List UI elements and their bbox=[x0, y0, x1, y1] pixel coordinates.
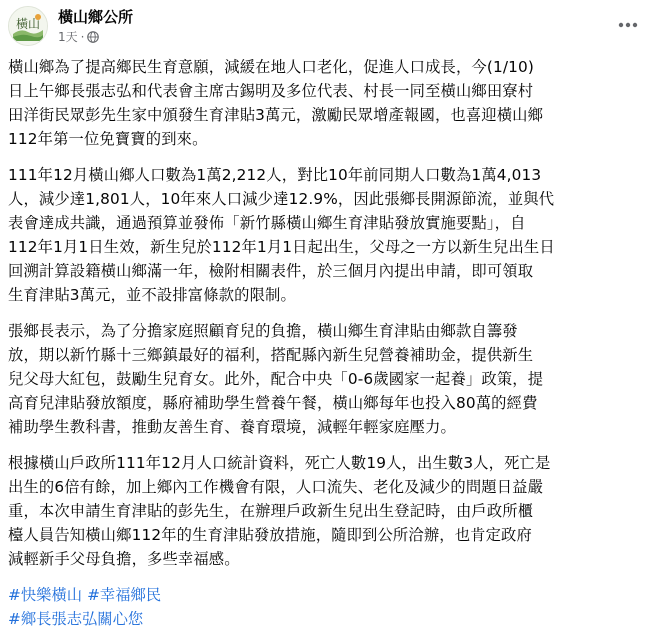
hashtag-link[interactable]: #鄉長張志弘關心您 bbox=[8, 610, 144, 628]
avatar[interactable] bbox=[8, 6, 48, 46]
township-logo-icon bbox=[9, 7, 47, 45]
post-timestamp[interactable]: 1天 bbox=[58, 30, 78, 44]
post-paragraph-2: 111年12月橫山鄉人口數為1萬2,212人，對比10年前同期人口數為1萬4,013 人，減少達1,801人，10年來人口減少達12.9%，因此張鄉長開源節流，並與代 表會達成共識，通過預算並發佈「新竹縣橫山鄉生育津貼發放實施要點」，自 112年1月1日生效，新生兒於112年1月1日起出生，父母之一方以新生兒出生日 回溯計算設籍橫山鄉滿一年，檢附相關表件，於三個月內提出申請，即可領取 生育津貼3萬元，並不設排富條款的限制。 bbox=[8, 166, 555, 304]
post-header bbox=[8, 6, 133, 50]
post-paragraph-3: 張鄉長表示，為了分擔家庭照顧育兒的負擔，橫山鄉生育津貼由鄉款自籌發 放，期以新竹縣十三鄉鎮最好的福利，搭配縣內新生兒營養補助金，提供新生 兒父母大紅包，鼓勵生兒育女。此外，配合中央「0-6歲國家一起養」政策，提 高育兒津貼發放額度，縣府補助學生營養午餐，橫山鄉每年也投入80萬的經費 補助學生教科書，推動友善生育、養育環境，減輕年輕家庭壓力。 bbox=[8, 322, 544, 436]
separator-dot: · bbox=[80, 30, 85, 44]
hashtag-link[interactable]: #快樂橫山 bbox=[8, 586, 83, 604]
more-horizontal-icon bbox=[618, 22, 638, 28]
post-body bbox=[8, 55, 646, 631]
post-meta bbox=[58, 7, 133, 45]
post-paragraph-1: 橫山鄉為了提高鄉民生育意願，減緩在地人口老化，促進人口成長，今(1/10) 日上午鄉長張志弘和代表會主席古錫明及多位代表、村長一同至橫山鄉田寮村 田洋街民眾彭先生家中頒發生育津貼3萬元，激勵民眾增產報國，也喜迎橫山鄉 112年第一位免寶寶的到來。 bbox=[8, 58, 544, 148]
hashtag-list bbox=[8, 583, 646, 631]
post-subline bbox=[58, 29, 133, 45]
page-name-link[interactable]: 橫山鄉公所 bbox=[58, 8, 134, 26]
hashtag-row bbox=[8, 585, 161, 604]
svg-text:橫山: 橫山 bbox=[16, 17, 41, 31]
more-options-button[interactable] bbox=[613, 10, 643, 40]
globe-icon[interactable] bbox=[87, 31, 99, 43]
post-paragraph-4: 根據橫山戶政所111年12月人口統計資料，死亡人數19人，出生數3人，死亡是 出生的6倍有餘，加上鄉內工作機會有限，人口流失、老化及減少的問題日益嚴 重，本次申請生育津貼的彭先生，在辦理戶政新生兒出生登記時，由戶政所櫃 檯人員告知橫山鄉112年的生育津貼發放措施，隨即到公所洽辦，也肯定政府 減輕新手父母負擔，多些幸福感。 bbox=[8, 454, 551, 568]
hashtag-link[interactable]: #幸福鄉民 bbox=[87, 586, 162, 604]
